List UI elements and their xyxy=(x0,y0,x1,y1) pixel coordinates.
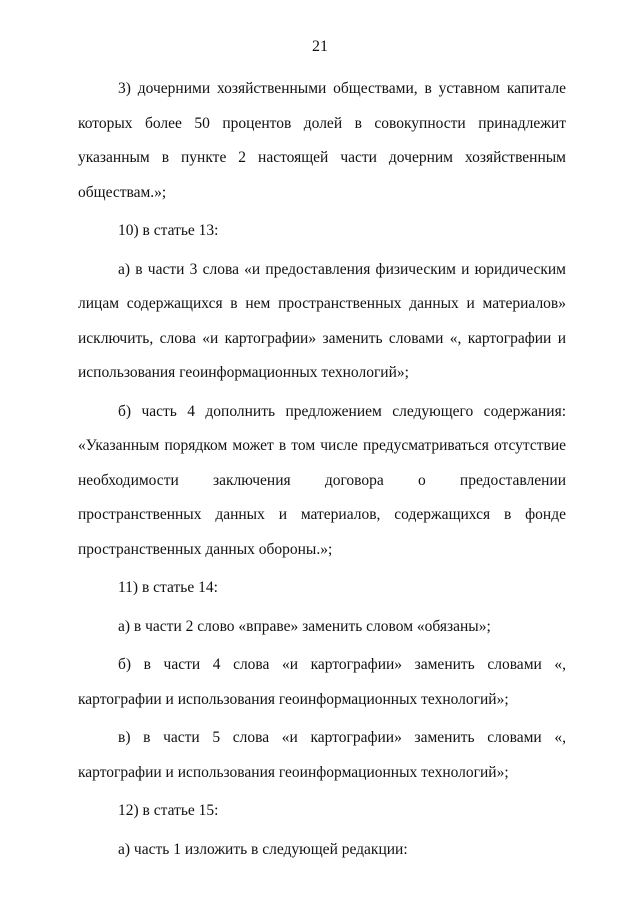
paragraph-14a: а) в части 2 слово «вправе» заменить словом «обязаны»; xyxy=(118,617,491,635)
paragraph-14v: в) в части 5 слова «и картографии» заменить словами «, картографии и использования геоинформационных технологий»; xyxy=(78,729,566,781)
paragraph-13b: б) часть 4 дополнить предложением следующего содержания: «Указанным порядком может в том числе предусматриваться отсутствие необходимости заключения договора о предоставлении пространственных данных и материалов, содержащихся в фонде пространственных данных обороны.»; xyxy=(78,402,566,558)
paragraph-14b: б) в части 4 слова «и картографии» заменить словами «, картографии и использования геоинформационных технологий»; xyxy=(78,656,566,708)
paragraph-13a: а) в части 3 слова «и предоставления физическим и юридическим лицам содержащихся в нем пространственных данных и материалов» исключить, слова «и картографии» заменить словами «, картографии и использования геоинформационных технологий»; xyxy=(78,260,566,381)
paragraph-item-10-article-13: 10) в статье 13: xyxy=(118,222,219,239)
paragraph-item-3-subsidiaries: 3) дочерними хозяйственными обществами, в уставном капитале которых более 50 процентов долей в совокупности принадлежит указанным в пункте 2 настоящей части дочерним хозяйственным обществам.»; xyxy=(78,80,566,201)
page-number: 21 xyxy=(312,38,328,55)
paragraph-item-12-article-15: 12) в статье 15: xyxy=(118,802,219,819)
document-body xyxy=(78,72,566,871)
paragraph-15a: а) часть 1 изложить в следующей редакции: xyxy=(118,840,408,858)
paragraph-item-11-article-14: 11) в статье 14: xyxy=(118,579,218,596)
